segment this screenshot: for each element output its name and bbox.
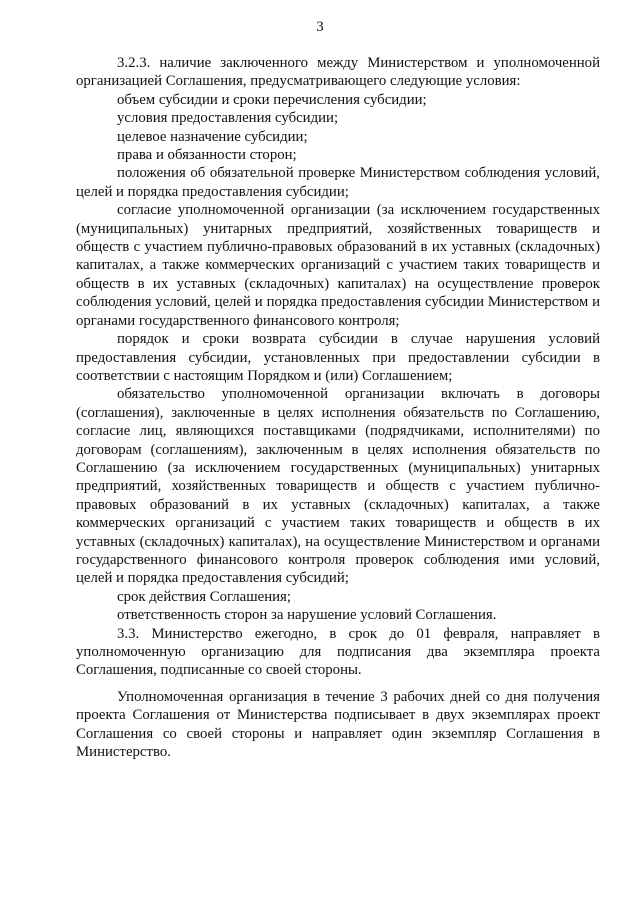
list-item-conditions: условия предоставления субсидии; [117,110,339,127]
list-item-consent: согласие уполномоченной организации (за исключением государственных (муниципальных) унитарных предприятий, хозяйственных товариществ и обществ с участием публично-правовых образований в их уставных (складочных) капиталах, а также коммерческих организаций с участием таких товариществ и обществ в их уставных (складочных) капиталах) на осуществление проверок соблюдения условий, целей и порядка предоставления субсидии Министерством и органами государственного финансового контроля; [76,202,600,329]
list-item-refund: порядок и сроки возврата субсидии в случае нарушения условий предоставления субсидии, установленных при предоставлении субсидии в соответствии с настоящим Порядком и (или) Соглашением; [76,331,600,384]
list-item-purpose: целевое назначение субсидии; [117,128,308,145]
list-item-inspection: положения об обязательной проверке Министерством соблюдения условий, целей и порядка предоставления субсидии; [76,165,600,200]
list-item-obligation: обязательство уполномоченной организации включать в договоры (соглашения), заключенные в целях исполнения обязательств по Соглашению, согласие лиц, являющихся поставщиками (подрядчиками, исполнителями) по договорам (соглашениям), заключенным в целях исполнения обязательств по Соглашению (за исключением государственных (муниципальных) унитарных предприятий, хозяйственных товариществ и обществ с участием публично-правовых образований в их уставных (складочных) капиталах, а также коммерческих организаций с участием таких товариществ и обществ в их уставных (складочных) капиталах), на осуществление Министерством и органами государственного финансового контроля проверок соблюдения ими условий, целей и порядка предоставления субсидий; [76,386,600,587]
list-item-subsidy-volume: объем субсидии и сроки перечисления субсидии; [117,91,427,108]
paragraph-3-2-3: 3.2.3. наличие заключенного между Министерством и уполномоченной организацией Соглашения, предусматривающего следующие условия: [76,55,600,90]
paragraph-3-3: 3.3. Министерство ежегодно, в срок до 01 февраля, направляет в уполномоченную организацию для подписания два экземпляра проекта Соглашения, подписанные со своей стороны. [76,625,600,679]
list-item-rights: права и обязанности сторон; [117,147,297,164]
document-body [76,54,600,761]
page-number: 3 [316,19,324,35]
paragraph-organization-signing: Уполномоченная организация в течение 3 рабочих дней со дня получения проекта Соглашения от Министерства подписывает в двух экземплярах проект Соглашения со своей стороны и направляет один экземпляр Соглашения в Министерство. [76,688,600,761]
list-item-term: срок действия Соглашения; [117,588,291,605]
list-item-responsibility: ответственность сторон за нарушение условий Соглашения. [117,607,497,624]
